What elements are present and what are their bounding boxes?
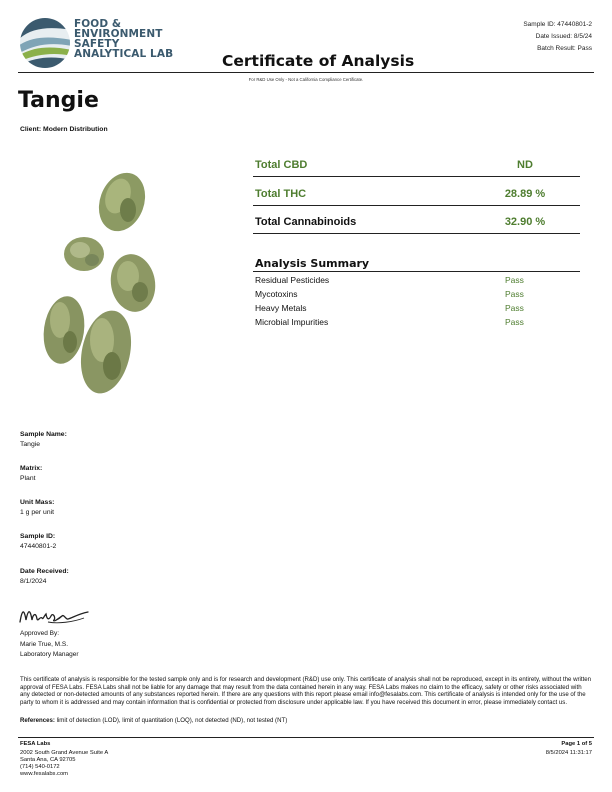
product-name: Tangie (18, 88, 99, 113)
page-number: Page 1 of 5 (561, 741, 592, 747)
date-received-field (20, 568, 69, 585)
test-name: Heavy Metals (255, 303, 307, 313)
list-item (255, 303, 575, 313)
logo-line: ANALYTICAL LAB (74, 48, 174, 60)
client-name: Client: Modern Distribution (20, 126, 108, 133)
test-name: Residual Pesticides (255, 275, 330, 285)
field-label: Date Received: (20, 568, 69, 575)
field-value: Plant (20, 475, 36, 482)
approval-block (20, 629, 79, 661)
timestamp: 8/5/2024 11:31:17 (545, 750, 592, 756)
logo-line: ENVIRONMENT (74, 28, 163, 40)
field-value: 8/1/2024 (20, 578, 47, 585)
field-value: Tangie (20, 441, 41, 448)
batch-result: Batch Result: Pass (537, 45, 592, 52)
page-info (546, 741, 592, 757)
divider (253, 205, 580, 206)
total-cannabinoids-value: 32.90 % (504, 216, 546, 228)
lab-address (20, 741, 108, 778)
test-name: Mycotoxins (255, 289, 298, 299)
bud (91, 166, 153, 237)
field-label: Unit Mass: (20, 499, 55, 506)
handwritten-signature (18, 600, 92, 628)
sample-id-field (20, 533, 56, 550)
total-cannabinoids-label: Total Cannabinoids (255, 216, 357, 228)
field-label: Matrix: (20, 465, 43, 472)
matrix-field (20, 465, 42, 482)
field-value: 47440801-2 (20, 543, 57, 550)
approver-name: Marie True, M.S. (20, 640, 69, 648)
references (20, 717, 287, 724)
approver-role: Laboratory Manager (20, 651, 79, 658)
footer-divider (18, 737, 594, 738)
lab-phone: (714) 540-0172 (20, 764, 60, 770)
analysis-summary-title: Analysis Summary (255, 257, 370, 270)
legal-disclaimer: This certificate of analysis is responsible for the tested sample only and is for research and development (R&D) use only. This certificate of analysis shall not be reproduced, except in its entirety, without the written approval of FESA Labs. FESA Labs shall not be liable for any damage that may result from the data contained herein in any way. FESA Labs makes no claim to the efficacy, safety or other risks associated with any detected or non-detected amounts of any substances reported herein. If there are any questions with this report please email info@fesalabs.com. This certificate of analysis is intended only for the use of the party to whom it is addressed and may contain information that is confidential or protected from disclosure under applicable law. If you have received this document in error, please immediately contact us. (20, 676, 592, 707)
divider (253, 271, 580, 272)
list-item (255, 289, 575, 299)
sample-name-field (20, 431, 67, 448)
list-item (255, 275, 575, 285)
sample-id-meta: Sample ID: 47440801-2 (523, 21, 592, 28)
header-divider (18, 72, 594, 73)
logo-line: FOOD & (74, 18, 122, 30)
field-label: Sample ID: (20, 533, 56, 540)
bud (39, 294, 88, 367)
divider (253, 176, 580, 177)
address-line: 2002 South Grand Avenue Suite A (20, 750, 109, 756)
total-thc-label: Total THC (255, 188, 307, 200)
bud (106, 251, 159, 316)
report-meta (523, 19, 592, 55)
address-line: Santa Ana, CA 92705 (20, 757, 76, 763)
date-issued: Date Issued: 8/5/24 (535, 33, 592, 40)
references-text: limit of detection (LOD), limit of quantitation (LOQ), not detected (ND), not tested (NT) (56, 717, 288, 724)
bud (64, 237, 104, 271)
test-result: Pass (505, 317, 524, 327)
total-cbd-label: Total CBD (255, 159, 308, 171)
references-label: References: (20, 717, 55, 724)
unit-mass-field (20, 499, 54, 516)
divider (253, 233, 580, 234)
approved-by-label: Approved By: (20, 630, 60, 637)
test-name: Microbial Impurities (255, 317, 329, 327)
total-thc-value: 28.89 % (504, 188, 546, 200)
total-cbd-value: ND (517, 159, 533, 171)
disclaimer: For R&D Use Only - Not a California Compliance Certificate. (248, 77, 364, 82)
field-value: 1 g per unit (20, 509, 55, 516)
lab-name: FESA Labs (20, 741, 51, 747)
test-result: Pass (505, 275, 524, 285)
page-title: Certificate of Analysis (222, 52, 415, 70)
lab-website: www.fesalabs.com (20, 771, 69, 777)
test-result: Pass (505, 289, 524, 299)
logo-wordmark (74, 19, 173, 59)
product-photo (30, 160, 215, 405)
logo-line: SAFETY (74, 38, 120, 50)
field-label: Sample Name: (20, 431, 67, 438)
test-result: Pass (505, 303, 524, 313)
list-item (255, 317, 575, 327)
